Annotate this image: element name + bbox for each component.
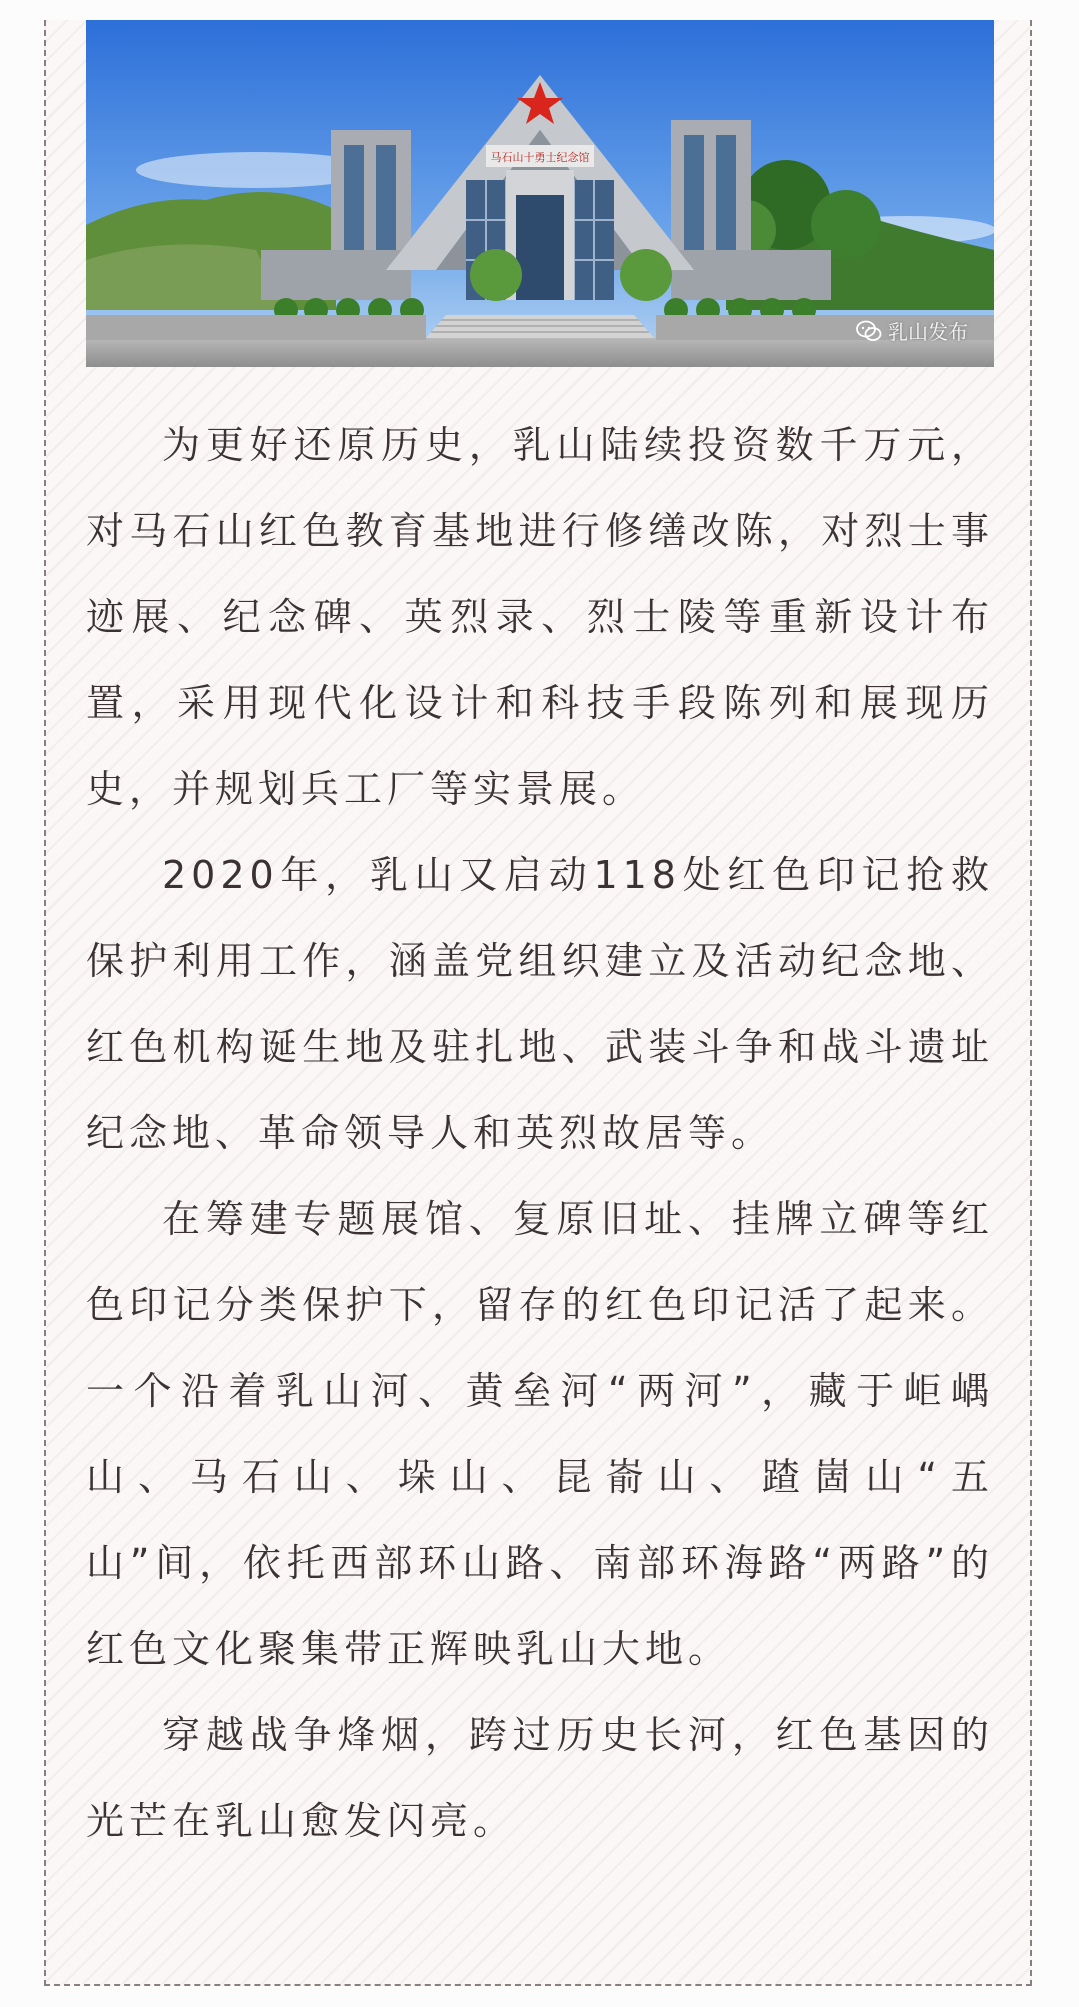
paragraph-3: 在筹建专题展馆、复原旧址、挂牌立碑等红色印记分类保护下，留存的红色印记活了起来。一个沿着乳山河、黄垒河“两河”，藏于岠嵎山、马石山、垛山、昆嵛山、蹅崮山“五山”间，依托西部环山路、南部环海路“两路”的红色文化聚集带正辉映乳山大地。 — [86, 1197, 994, 1671]
article-body — [86, 402, 994, 1864]
watermark-text: 乳山发布 — [888, 322, 968, 344]
watermark — [856, 316, 968, 345]
paragraph-2: 2020年，乳山又启动118处红色印记抢救保护利用工作，涵盖党组织建立及活动纪念地、红色机构诞生地及驻扎地、武装斗争和战斗遗址纪念地、革命领导人和英烈故居等。 — [86, 853, 994, 1155]
wechat-icon — [856, 320, 882, 342]
sign-text: 马石山十勇士纪念馆 — [490, 151, 590, 164]
memorial-hall-photo — [86, 20, 994, 367]
paragraph-4: 穿越战争烽烟，跨过历史长河，红色基因的光芒在乳山愈发闪亮。 — [86, 1713, 994, 1843]
paragraph-1: 为更好还原历史，乳山陆续投资数千万元，对马石山红色教育基地进行修缮改陈，对烈士事迹展、纪念碑、英烈录、烈士陵等重新设计布置，采用现代化设计和科技手段陈列和展现历史，并规划兵工厂等实景展。 — [86, 423, 994, 811]
